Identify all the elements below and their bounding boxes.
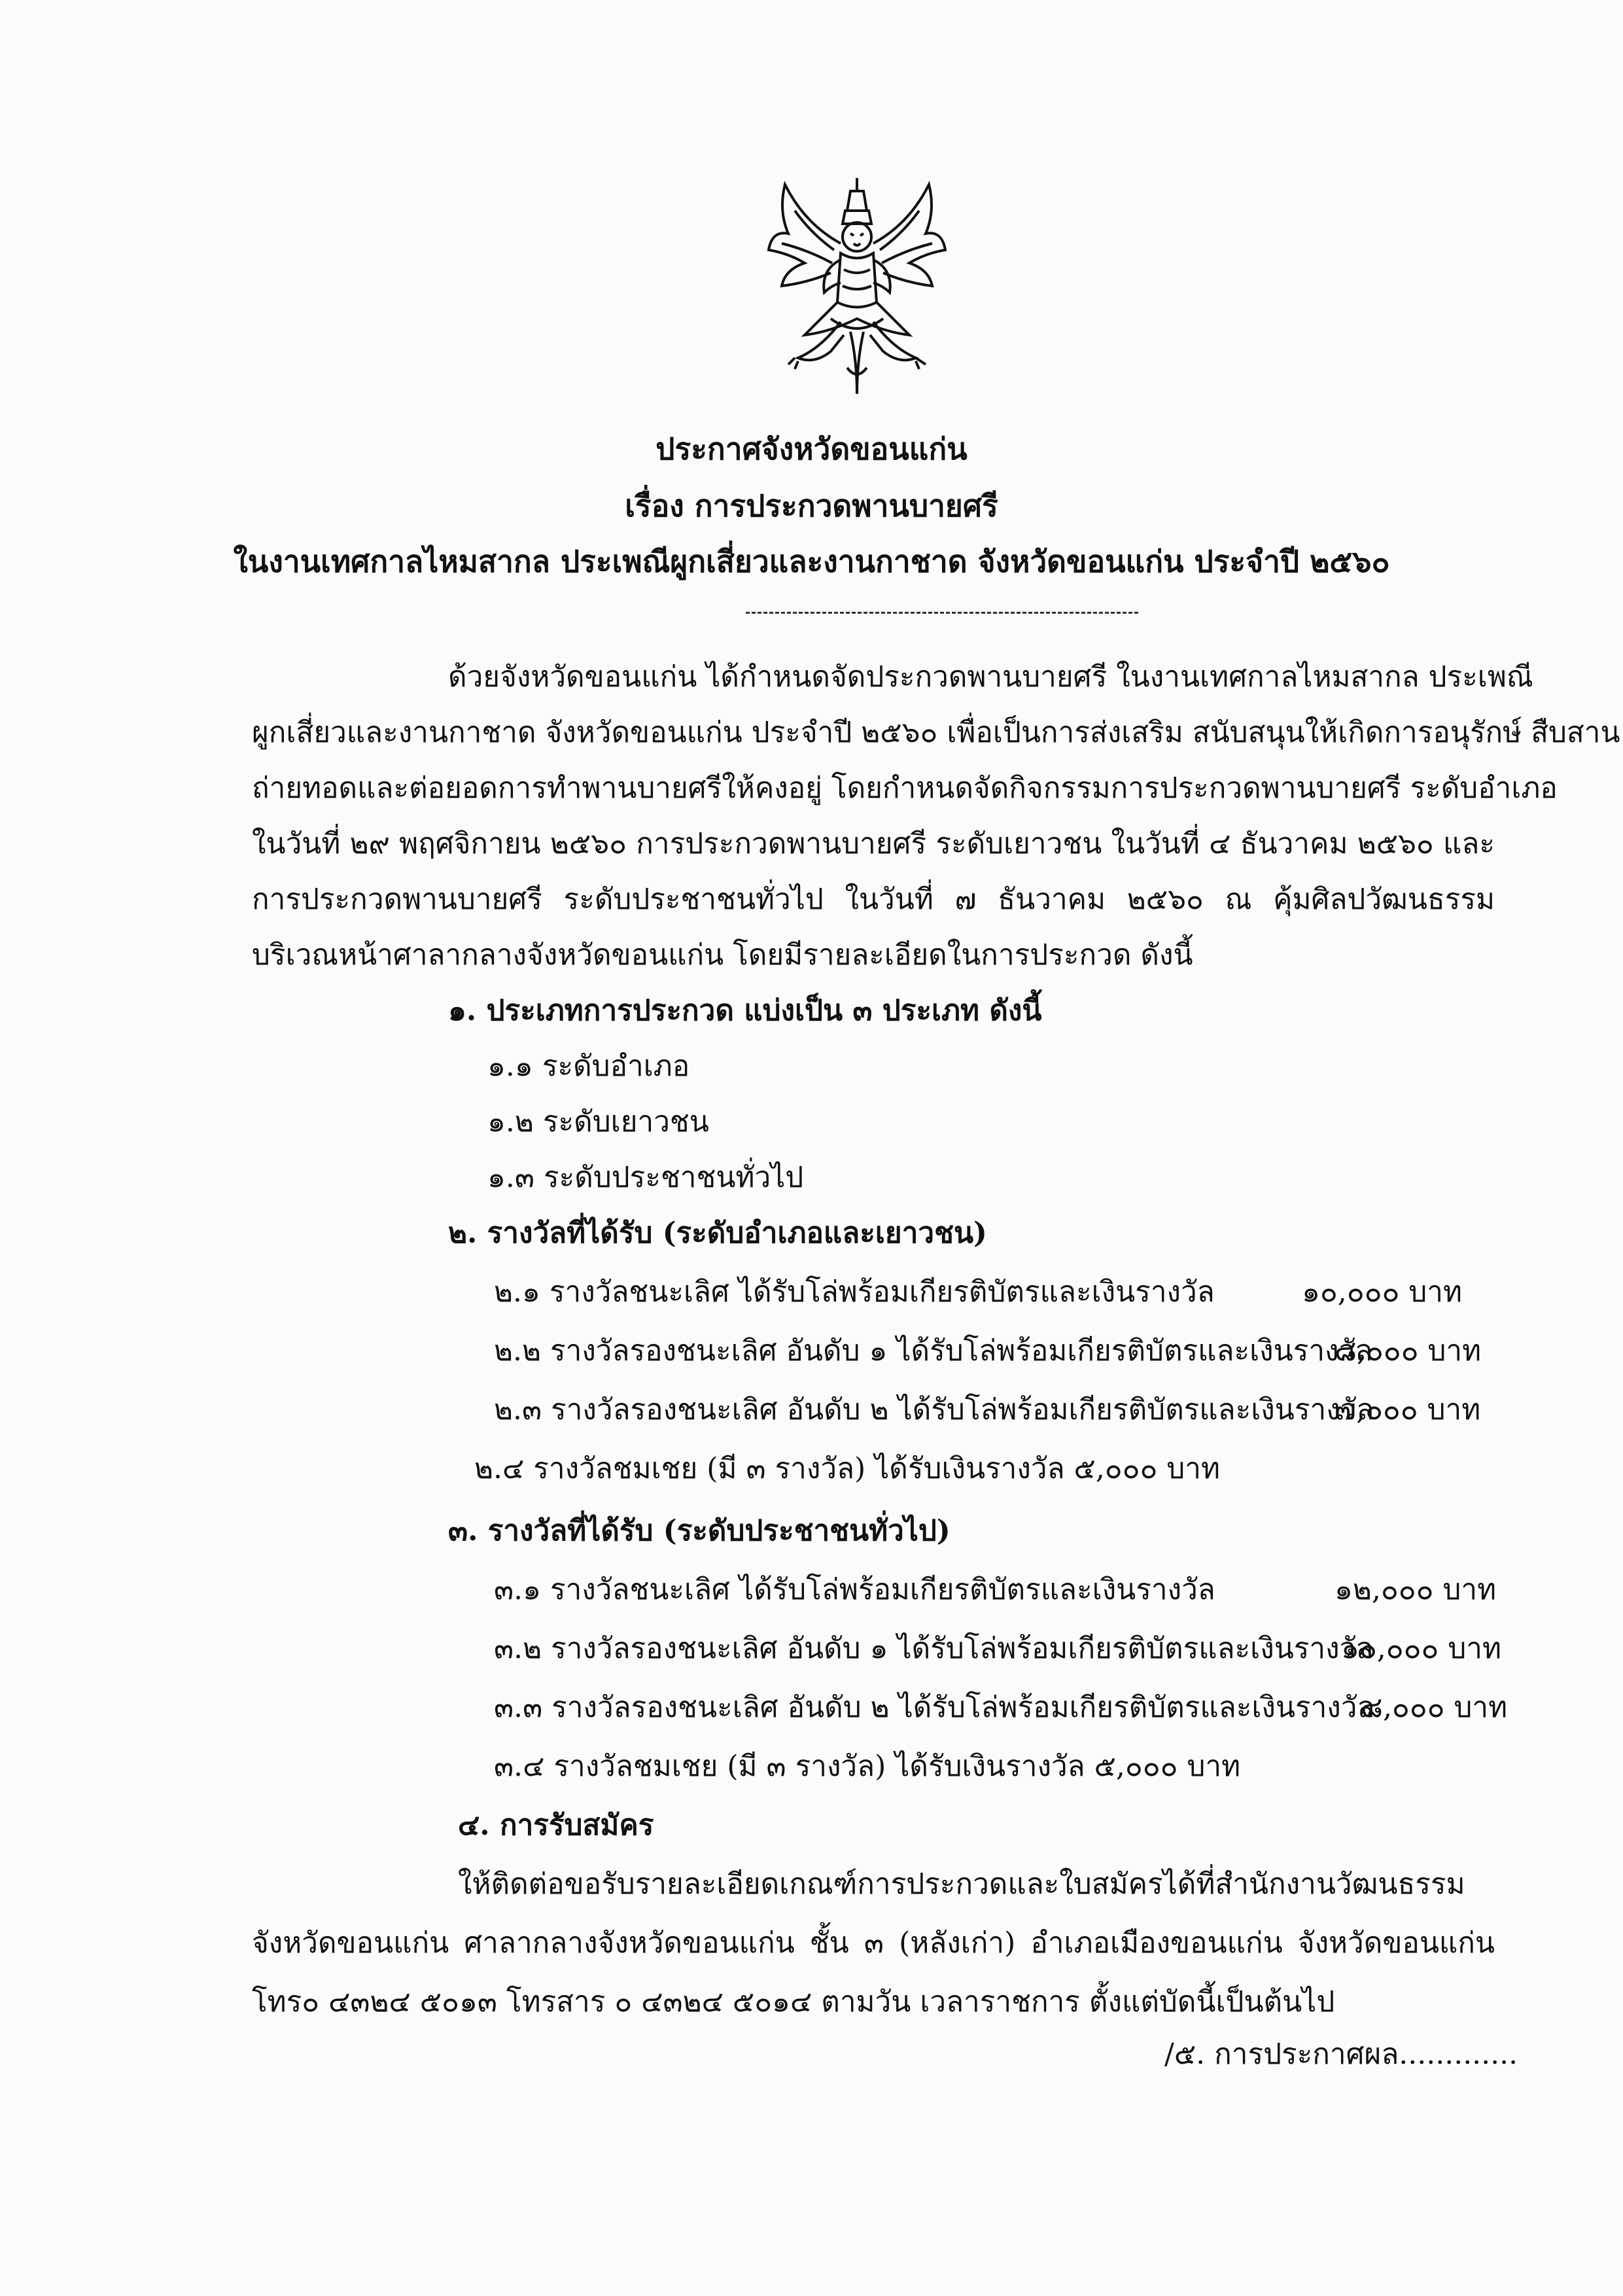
paragraph-line: ผูกเสี่ยวและงานกาชาด จังหวัดขอนแก่น ประจำปี ๒๕๖๐ เพื่อเป็นการส่งเสริม สนับสนุนให้เกิดการอนุรักษ์ สืบสาน (252, 716, 1620, 749)
paragraph-line: ด้วยจังหวัดขอนแก่น ได้กำหนดจัดประกวดพานบายศรี ในงานเทศกาลไหมสากล ประเพณี (448, 660, 1533, 694)
section3-item-label: ๓.๔ รางวัลชมเชย (มี ๓ รางวัล) ได้รับเงินรางวัล ๕,๐๐๐ บาท (494, 1750, 1241, 1783)
section2-item-amount: ๘,๐๐๐ บาท (1335, 1334, 1482, 1368)
section1-item: ๑.๒ ระดับเยาวชน (487, 1105, 709, 1139)
section4-heading: ๔. การรับสมัคร (458, 1809, 654, 1842)
section3-heading: ๓. รางวัลที่ได้รับ (ระดับประชาชนทั่วไป) (448, 1514, 951, 1547)
paragraph-line: การประกวดพานบายศรี ระดับประชาชนทั่วไป ในวันที่ ๗ ธันวาคม ๒๕๖๐ ณ คุ้มศิลปวัฒนธรรม (252, 883, 1495, 916)
section4-line: จังหวัดขอนแก่น ศาลากลางจังหวัดขอนแก่น ชั้น ๓ (หลังเก่า) อำเภอเมืองขอนแก่น จังหวัดขอนแก่น (252, 1926, 1495, 1960)
section2-item-amount: ๑๐,๐๐๐ บาท (1302, 1275, 1462, 1309)
paragraph-line: ถ่ายทอดและต่อยอดการทำพานบายศรีให้คงอยู่ โดยกำหนดจัดกิจกรรมการประกวดพานบายศรี ระดับอำเภอ (252, 771, 1558, 805)
announcement-event: ในงานเทศกาลไหมสากล ประเพณีผูกเสี่ยวและงานกาชาด จังหวัดขอนแก่น ประจำปี ๒๕๖๐ (233, 544, 1390, 579)
section3-item-amount: ๑๐,๐๐๐ บาท (1341, 1632, 1501, 1665)
section1-item: ๑.๓ ระดับประชาชนทั่วไป (487, 1161, 804, 1194)
garuda-emblem-icon (759, 171, 955, 407)
section3-item-label: ๓.๒ รางวัลรองชนะเลิศ อันดับ ๑ ได้รับโล่พร้อมเกียรติบัตรและเงินรางวัล (494, 1632, 1374, 1665)
section1-heading: ๑. ประเภทการประกวด แบ่งเป็น ๓ ประเภท ดังนี้ (448, 994, 1042, 1027)
section3-item-amount: ๘,๐๐๐ บาท (1361, 1691, 1508, 1724)
section2-heading: ๒. รางวัลที่ได้รับ (ระดับอำเภอและเยาวชน) (448, 1216, 987, 1250)
section1-item: ๑.๑ ระดับอำเภอ (487, 1050, 690, 1083)
section4-line: โทร๐ ๔๓๒๔ ๕๐๑๓ โทรสาร ๐ ๔๓๒๔ ๕๐๑๔ ตามวัน เวลาราชการ ตั้งแต่บัดนี้เป็นต้นไป (252, 1985, 1335, 2019)
section2-item-label: ๒.๑ รางวัลชนะเลิศ ได้รับโล่พร้อมเกียรติบัตรและเงินรางวัล (494, 1275, 1215, 1309)
announcement-title: ประกาศจังหวัดขอนแก่น (655, 431, 968, 467)
section2-item-label: ๒.๔ รางวัลชมเชย (มี ๓ รางวัล) ได้รับเงินรางวัล ๕,๐๐๐ บาท (474, 1452, 1221, 1485)
section3-item-amount: ๑๒,๐๐๐ บาท (1335, 1573, 1497, 1606)
separator-line (746, 612, 1138, 614)
section2-item-label: ๒.๒ รางวัลรองชนะเลิศ อันดับ ๑ ได้รับโล่พร้อมเกียรติบัตรและเงินรางวัล (494, 1334, 1373, 1368)
section3-item-label: ๓.๑ รางวัลชนะเลิศ ได้รับโล่พร้อมเกียรติบัตรและเงินรางวัล (494, 1573, 1215, 1606)
paragraph-line: บริเวณหน้าศาลากลางจังหวัดขอนแก่น โดยมีรายละเอียดในการประกวด ดังนี้ (252, 938, 1193, 972)
announcement-subject: เรื่อง การประกวดพานบายศรี (625, 488, 998, 523)
paragraph-line: ในวันที่ ๒๙ พฤศจิกายน ๒๕๖๐ การประกวดพานบายศรี ระดับเยาวชน ในวันที่ ๔ ธันวาคม ๒๕๖๐ และ (252, 827, 1495, 860)
section2-item-amount: ๗,๐๐๐ บาท (1335, 1393, 1481, 1426)
section2-item-label: ๒.๓ รางวัลรองชนะเลิศ อันดับ ๒ ได้รับโล่พร้อมเกียรติบัตรและเงินรางวัล (494, 1393, 1374, 1426)
section3-item-label: ๓.๓ รางวัลรองชนะเลิศ อันดับ ๒ ได้รับโล่พร้อมเกียรติบัตรและเงินรางวัล (494, 1691, 1375, 1724)
continuation-note: /๕. การประกาศผล............. (1164, 2038, 1518, 2071)
section4-line: ให้ติดต่อขอรับรายละเอียดเกณฑ์การประกวดและใบสมัครได้ที่สำนักงานวัฒนธรรม (458, 1867, 1465, 1901)
